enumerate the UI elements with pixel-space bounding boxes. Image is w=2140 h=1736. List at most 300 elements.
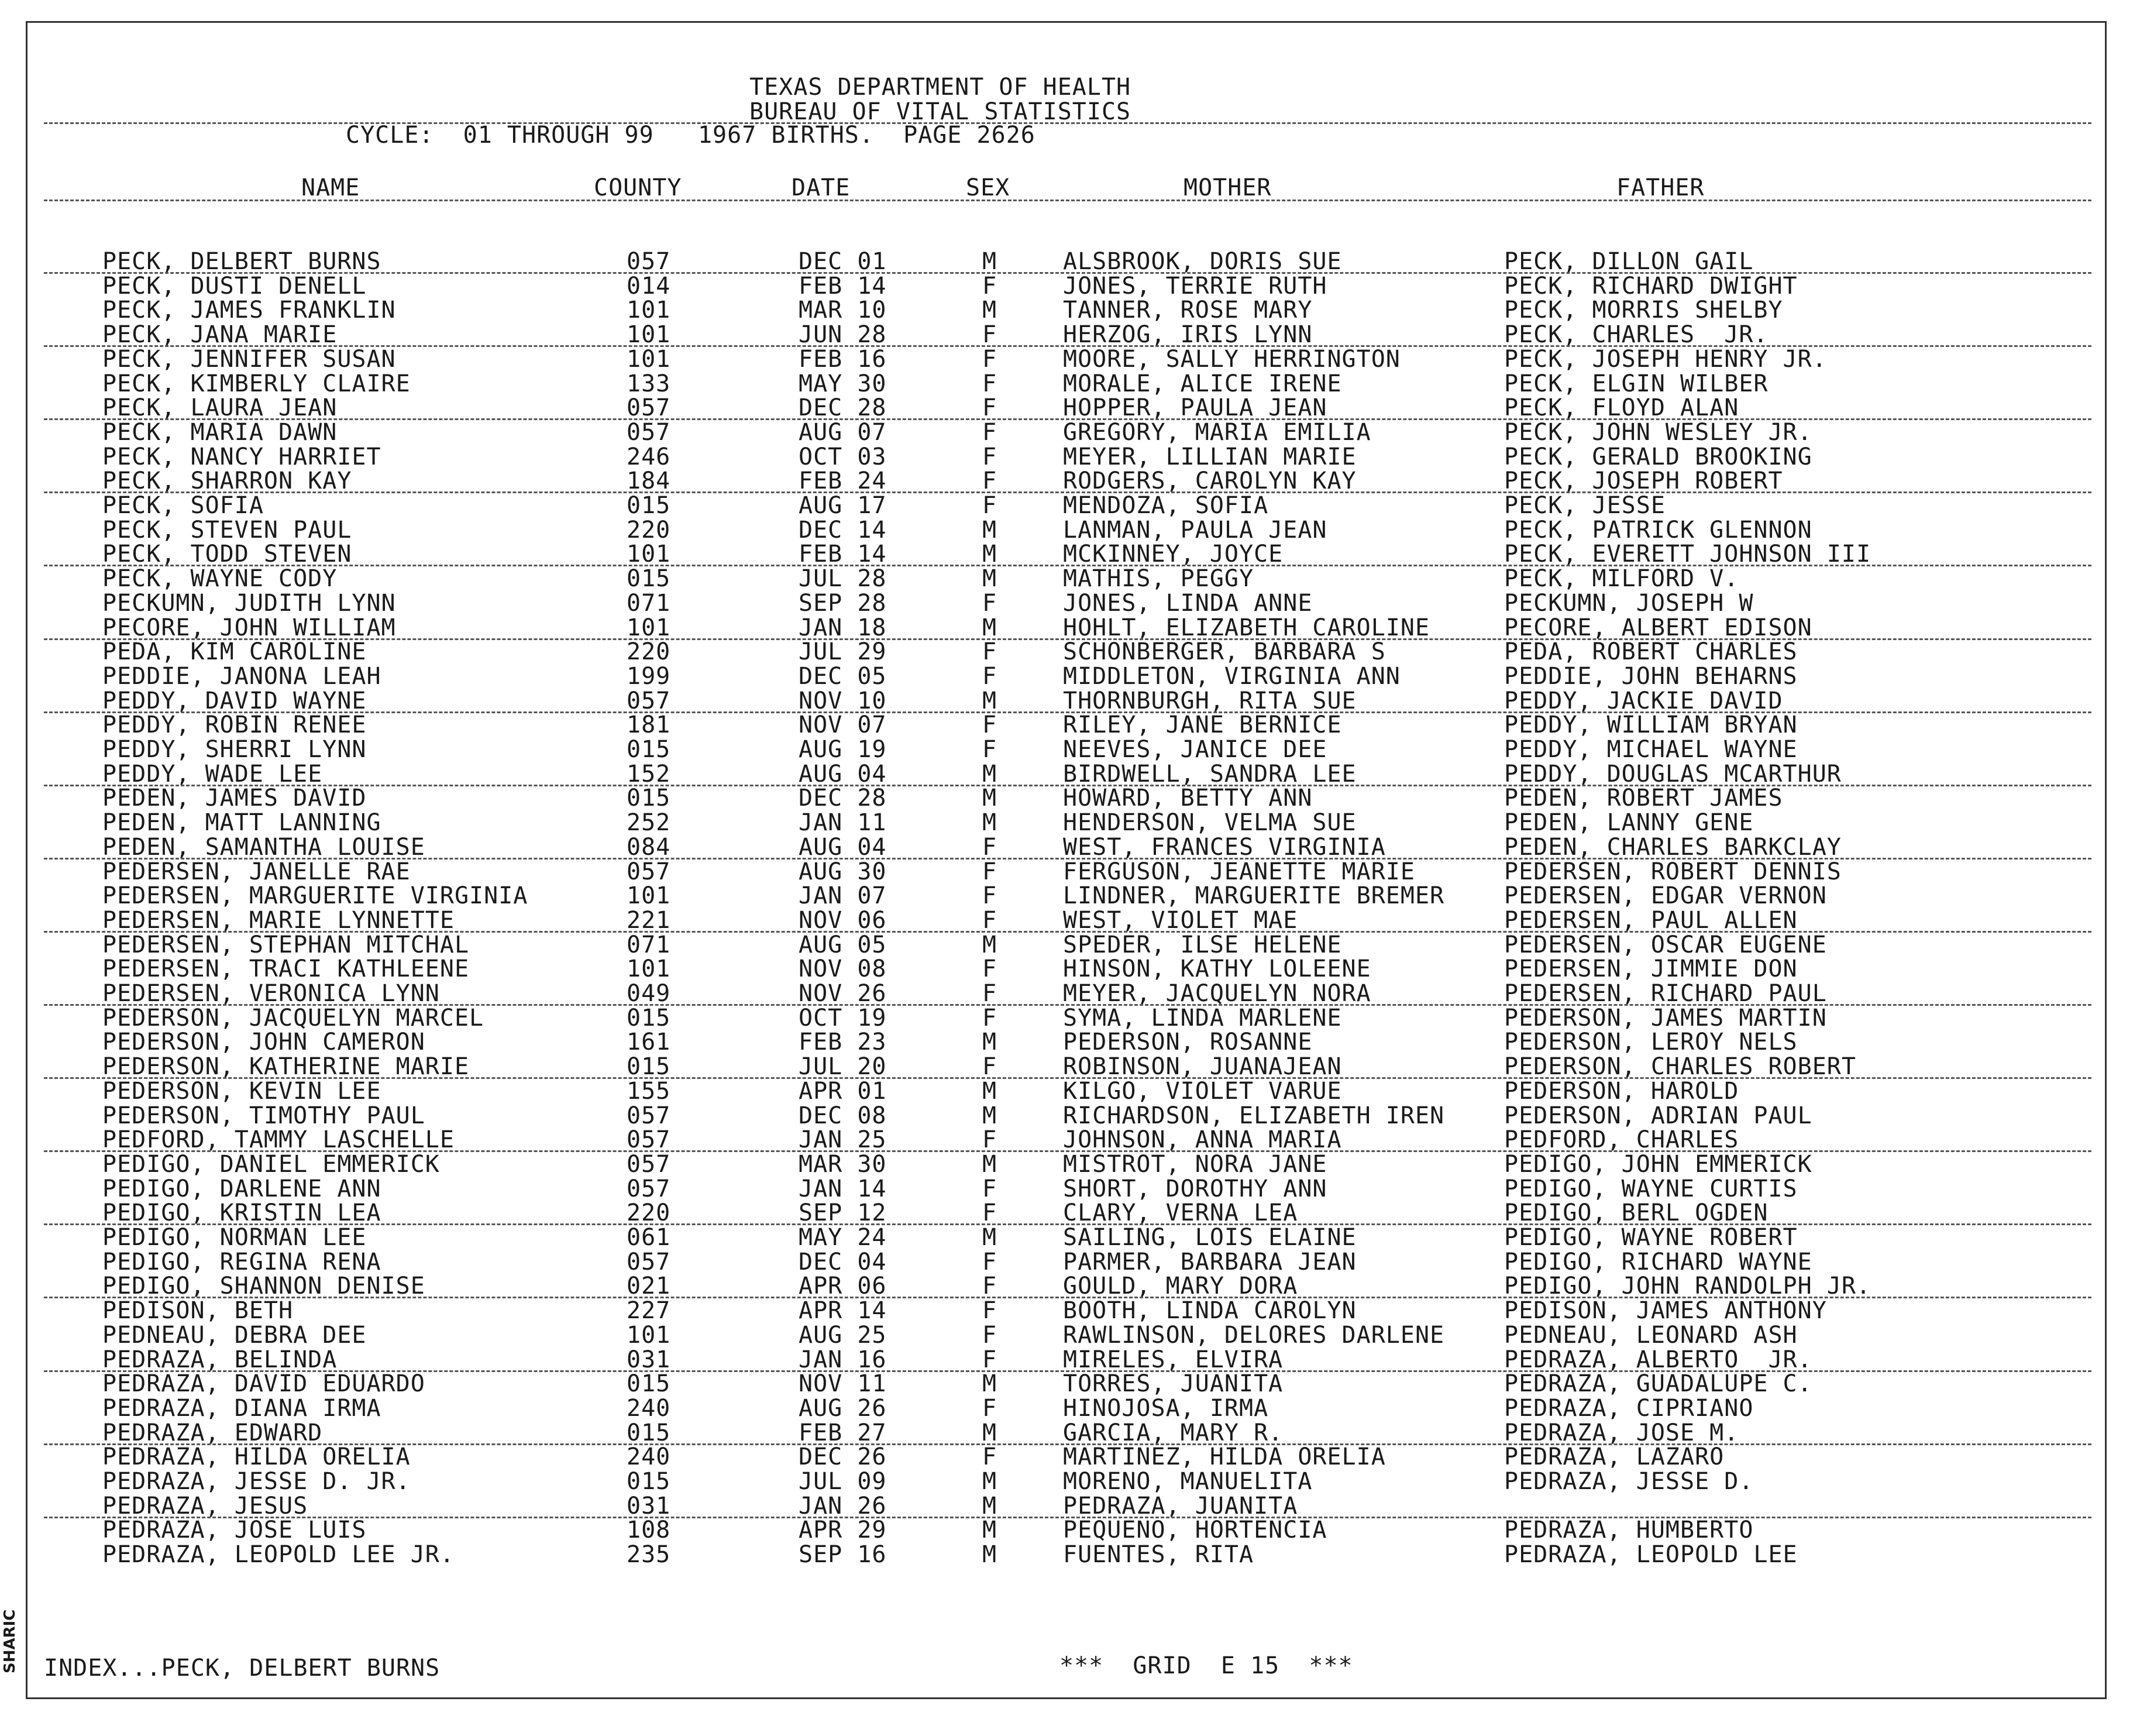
record-date: JAN 26 bbox=[799, 1493, 887, 1520]
record-date: DEC 05 bbox=[799, 663, 887, 690]
record-name: PEDERSEN, MARIE LYNNETTE bbox=[102, 907, 455, 934]
record-mother: MEYER, JACQUELYN NORA bbox=[1063, 980, 1371, 1007]
record-name: PECK, DELBERT BURNS bbox=[102, 248, 381, 275]
record-date: APR 14 bbox=[799, 1297, 887, 1324]
record-county: 084 bbox=[627, 834, 671, 861]
record-sex: M bbox=[982, 517, 997, 544]
record-date: NOV 10 bbox=[799, 687, 887, 714]
record-date: DEC 04 bbox=[799, 1249, 887, 1276]
record-name: PEDIGO, REGINA RENA bbox=[102, 1249, 381, 1276]
record-sex: F bbox=[982, 467, 997, 494]
record-name: PECK, SOFIA bbox=[102, 492, 264, 519]
record-name: PEDERSON, KEVIN LEE bbox=[102, 1078, 381, 1105]
record-date: SEP 16 bbox=[799, 1541, 887, 1568]
record-name: PEDDY, DAVID WAYNE bbox=[102, 687, 367, 714]
record-father: PEDERSEN, OSCAR EUGENE bbox=[1504, 931, 1827, 958]
record-mother: RILEY, JANE BERNICE bbox=[1063, 711, 1342, 738]
record-county: 057 bbox=[627, 1126, 671, 1153]
record-sex: M bbox=[982, 687, 997, 714]
record-county: 199 bbox=[627, 663, 671, 690]
record-date: NOV 06 bbox=[799, 907, 887, 934]
header-cycle: CYCLE: 01 THROUGH 99 1967 BIRTHS. PAGE 2626 bbox=[346, 122, 1035, 149]
record-name: PECK, NANCY HARRIET bbox=[102, 444, 381, 470]
record-date: APR 29 bbox=[799, 1517, 887, 1544]
record-mother: MARTINEZ, HILDA ORELIA bbox=[1063, 1443, 1386, 1470]
record-mother: ALSBROOK, DORIS SUE bbox=[1063, 248, 1342, 275]
record-county: 057 bbox=[627, 1102, 671, 1129]
record-mother: THORNBURGH, RITA SUE bbox=[1063, 687, 1357, 714]
record-father: PEDERSEN, EDGAR VERNON bbox=[1504, 882, 1827, 909]
record-county: 057 bbox=[627, 1175, 671, 1202]
record-county: 057 bbox=[627, 419, 671, 446]
record-date: DEC 26 bbox=[799, 1443, 887, 1470]
record-date: AUG 17 bbox=[799, 492, 887, 519]
record-mother: MEYER, LILLIAN MARIE bbox=[1063, 444, 1357, 470]
record-sex: M bbox=[982, 1541, 997, 1568]
record-name: PEDNEAU, DEBRA DEE bbox=[102, 1322, 367, 1349]
record-county: 246 bbox=[627, 444, 671, 470]
record-father: PEDISON, JAMES ANTHONY bbox=[1504, 1297, 1827, 1324]
record-mother: GREGORY, MARIA EMILIA bbox=[1063, 419, 1371, 446]
column-header-date: DATE bbox=[792, 174, 851, 201]
record-county: 015 bbox=[627, 1419, 671, 1446]
record-name: PECK, KIMBERLY CLAIRE bbox=[102, 370, 411, 397]
record-sex: F bbox=[982, 419, 997, 446]
record-sex: F bbox=[982, 638, 997, 665]
record-father: PECK, JOHN WESLEY JR. bbox=[1504, 419, 1812, 446]
record-sex: M bbox=[982, 297, 997, 324]
record-father: PEDRAZA, JOSE M. bbox=[1504, 1419, 1739, 1446]
record-sex: F bbox=[982, 858, 997, 885]
record-father: PEDEN, LANNY GENE bbox=[1504, 809, 1754, 836]
record-sex: M bbox=[982, 1151, 997, 1178]
record-sex: F bbox=[982, 834, 997, 861]
record-county: 101 bbox=[627, 346, 671, 373]
record-sex: F bbox=[982, 711, 997, 738]
record-sex: F bbox=[982, 663, 997, 690]
record-sex: F bbox=[982, 346, 997, 373]
record-name: PEDRAZA, BELINDA bbox=[102, 1346, 338, 1373]
record-county: 227 bbox=[627, 1297, 671, 1324]
record-mother: JONES, TERRIE RUTH bbox=[1063, 273, 1327, 300]
record-county: 057 bbox=[627, 858, 671, 885]
record-sex: F bbox=[982, 1297, 997, 1324]
record-date: SEP 28 bbox=[799, 590, 887, 617]
record-mother: MIRELES, ELVIRA bbox=[1063, 1346, 1284, 1373]
record-name: PECK, SHARRON KAY bbox=[102, 467, 352, 494]
record-name: PEDDY, ROBIN RENEE bbox=[102, 711, 367, 738]
record-sex: M bbox=[982, 248, 997, 275]
record-sex: M bbox=[982, 1468, 997, 1495]
footer-grid: *** GRID E 15 *** bbox=[1059, 1652, 1353, 1679]
record-name: PEDIGO, NORMAN LEE bbox=[102, 1224, 367, 1251]
record-sex: F bbox=[982, 1249, 997, 1276]
record-date: JAN 25 bbox=[799, 1126, 887, 1153]
record-county: 015 bbox=[627, 1005, 671, 1032]
record-date: JAN 18 bbox=[799, 614, 887, 641]
record-mother: HENDERSON, VELMA SUE bbox=[1063, 809, 1357, 836]
record-father: PEDEN, CHARLES BARKCLAY bbox=[1504, 834, 1842, 861]
record-date: FEB 27 bbox=[799, 1419, 887, 1446]
record-county: 221 bbox=[627, 907, 671, 934]
record-sex: M bbox=[982, 931, 997, 958]
record-name: PEDRAZA, JESUS bbox=[102, 1493, 308, 1520]
record-name: PEDRAZA, JESSE D. JR. bbox=[102, 1468, 411, 1495]
record-father: PEDRAZA, ALBERTO JR. bbox=[1504, 1346, 1812, 1373]
record-name: PEDFORD, TAMMY LASCHELLE bbox=[102, 1126, 455, 1153]
record-father: PEDDY, DOUGLAS MCARTHUR bbox=[1504, 761, 1842, 788]
record-county: 184 bbox=[627, 467, 671, 494]
record-date: FEB 24 bbox=[799, 467, 887, 494]
record-mother: JONES, LINDA ANNE bbox=[1063, 590, 1313, 617]
record-sex: M bbox=[982, 541, 997, 568]
record-date: DEC 01 bbox=[799, 248, 887, 275]
record-father: PECK, MORRIS SHELBY bbox=[1504, 297, 1783, 324]
record-date: AUG 25 bbox=[799, 1322, 887, 1349]
record-father: PEDDY, JACKIE DAVID bbox=[1504, 687, 1783, 714]
record-sex: F bbox=[982, 1126, 997, 1153]
record-name: PECKUMN, JUDITH LYNN bbox=[102, 590, 396, 617]
record-father: PEDIGO, RICHARD WAYNE bbox=[1504, 1249, 1812, 1276]
record-name: PEDDY, SHERRI LYNN bbox=[102, 736, 367, 763]
record-county: 101 bbox=[627, 614, 671, 641]
record-mother: TORRES, JUANITA bbox=[1063, 1370, 1284, 1397]
record-date: FEB 16 bbox=[799, 346, 887, 373]
record-sex: F bbox=[982, 1395, 997, 1422]
record-date: JUL 29 bbox=[799, 638, 887, 665]
column-header-mother: MOTHER bbox=[1183, 174, 1272, 201]
record-date: JAN 11 bbox=[799, 809, 887, 836]
record-mother: HINSON, KATHY LOLEENE bbox=[1063, 955, 1371, 982]
column-header-county: COUNTY bbox=[594, 174, 682, 201]
record-father: PEDRAZA, HUMBERTO bbox=[1504, 1517, 1754, 1544]
record-mother: KILGO, VIOLET VARUE bbox=[1063, 1078, 1342, 1105]
record-sex: M bbox=[982, 1029, 997, 1056]
record-sex: F bbox=[982, 882, 997, 909]
record-sex: F bbox=[982, 1005, 997, 1032]
record-name: PEDRAZA, EDWARD bbox=[102, 1419, 323, 1446]
record-name: PEDISON, BETH bbox=[102, 1297, 294, 1324]
record-name: PEDDY, WADE LEE bbox=[102, 761, 323, 788]
record-mother: ROBINSON, JUANAJEAN bbox=[1063, 1053, 1342, 1080]
record-father: PEDEN, ROBERT JAMES bbox=[1504, 785, 1783, 812]
record-sex: M bbox=[982, 785, 997, 812]
record-name: PEDERSEN, JANELLE RAE bbox=[102, 858, 411, 885]
record-county: 057 bbox=[627, 248, 671, 275]
record-mother: CLARY, VERNA LEA bbox=[1063, 1199, 1298, 1226]
record-county: 235 bbox=[627, 1541, 671, 1568]
record-name: PEDEN, MATT LANNING bbox=[102, 809, 381, 836]
record-name: PEDERSEN, MARGUERITE VIRGINIA bbox=[102, 882, 528, 909]
record-date: JAN 16 bbox=[799, 1346, 887, 1373]
record-mother: WEST, VIOLET MAE bbox=[1063, 907, 1298, 934]
record-date: AUG 05 bbox=[799, 931, 887, 958]
record-mother: GOULD, MARY DORA bbox=[1063, 1273, 1298, 1300]
record-father: PEDDY, WILLIAM BRYAN bbox=[1504, 711, 1798, 738]
record-mother: PEDERSON, ROSANNE bbox=[1063, 1029, 1313, 1056]
record-county: 161 bbox=[627, 1029, 671, 1056]
record-name: PECK, MARIA DAWN bbox=[102, 419, 338, 446]
record-mother: WEST, FRANCES VIRGINIA bbox=[1063, 834, 1386, 861]
record-father: PEDERSEN, RICHARD PAUL bbox=[1504, 980, 1827, 1007]
record-father: PECK, JOSEPH ROBERT bbox=[1504, 467, 1783, 494]
record-date: JAN 07 bbox=[799, 882, 887, 909]
record-mother: MORALE, ALICE IRENE bbox=[1063, 370, 1342, 397]
record-father: PECK, CHARLES JR. bbox=[1504, 321, 1769, 348]
record-father: PEDFORD, CHARLES bbox=[1504, 1126, 1739, 1153]
record-father: PECK, MILFORD V. bbox=[1504, 565, 1739, 592]
record-county: 057 bbox=[627, 1151, 671, 1178]
record-name: PEDERSON, JACQUELYN MARCEL bbox=[102, 1005, 484, 1032]
record-mother: SCHONBERGER, BARBARA S bbox=[1063, 638, 1386, 665]
record-sex: F bbox=[982, 1273, 997, 1300]
record-mother: HOHLT, ELIZABETH CAROLINE bbox=[1063, 614, 1430, 641]
record-mother: MOORE, SALLY HERRINGTON bbox=[1063, 346, 1401, 373]
record-date: AUG 30 bbox=[799, 858, 887, 885]
record-father: PEDERSEN, ROBERT DENNIS bbox=[1504, 858, 1842, 885]
record-mother: MATHIS, PEGGY bbox=[1063, 565, 1254, 592]
record-county: 057 bbox=[627, 1249, 671, 1276]
record-father: PEDRAZA, LAZARO bbox=[1504, 1443, 1725, 1470]
record-father: PEDRAZA, LEOPOLD LEE bbox=[1504, 1541, 1798, 1568]
record-father: PEDIGO, WAYNE CURTIS bbox=[1504, 1175, 1798, 1202]
record-name: PEDERSEN, TRACI KATHLEENE bbox=[102, 955, 470, 982]
column-header-name: NAME bbox=[301, 174, 360, 201]
record-mother: BOOTH, LINDA CAROLYN bbox=[1063, 1297, 1357, 1324]
record-county: 015 bbox=[627, 1370, 671, 1397]
record-date: MAR 30 bbox=[799, 1151, 887, 1178]
record-county: 101 bbox=[627, 297, 671, 324]
record-county: 220 bbox=[627, 638, 671, 665]
record-mother: FUENTES, RITA bbox=[1063, 1541, 1254, 1568]
record-name: PEDIGO, DANIEL EMMERICK bbox=[102, 1151, 440, 1178]
record-mother: PEQUENO, HORTENCIA bbox=[1063, 1517, 1327, 1544]
record-name: PEDRAZA, DIANA IRMA bbox=[102, 1395, 381, 1422]
record-sex: F bbox=[982, 492, 997, 519]
record-county: 101 bbox=[627, 321, 671, 348]
record-county: 015 bbox=[627, 1053, 671, 1080]
record-name: PECK, DUSTI DENELL bbox=[102, 273, 367, 300]
record-date: JUL 09 bbox=[799, 1468, 887, 1495]
record-county: 108 bbox=[627, 1517, 671, 1544]
record-date: NOV 07 bbox=[799, 711, 887, 738]
record-father: PEDRAZA, JESSE D. bbox=[1504, 1468, 1754, 1495]
record-mother: MIDDLETON, VIRGINIA ANN bbox=[1063, 663, 1401, 690]
record-father: PEDERSON, JAMES MARTIN bbox=[1504, 1005, 1827, 1032]
record-mother: JOHNSON, ANNA MARIA bbox=[1063, 1126, 1342, 1153]
record-father: PEDERSON, ADRIAN PAUL bbox=[1504, 1102, 1812, 1129]
record-mother: MISTROT, NORA JANE bbox=[1063, 1151, 1327, 1178]
record-date: OCT 03 bbox=[799, 444, 887, 470]
record-mother: BIRDWELL, SANDRA LEE bbox=[1063, 761, 1357, 788]
record-name: PEDIGO, SHANNON DENISE bbox=[102, 1273, 425, 1300]
record-sex: M bbox=[982, 565, 997, 592]
record-sex: F bbox=[982, 1322, 997, 1349]
record-mother: SYMA, LINDA MARLENE bbox=[1063, 1005, 1342, 1032]
record-county: 061 bbox=[627, 1224, 671, 1251]
record-sex: F bbox=[982, 273, 997, 300]
record-sex: F bbox=[982, 1346, 997, 1373]
record-date: OCT 19 bbox=[799, 1005, 887, 1032]
record-mother: SAILING, LOIS ELAINE bbox=[1063, 1224, 1357, 1251]
record-father: PEDDIE, JOHN BEHARNS bbox=[1504, 663, 1798, 690]
record-county: 240 bbox=[627, 1395, 671, 1422]
record-mother: HINOJOSA, IRMA bbox=[1063, 1395, 1269, 1422]
record-mother: TANNER, ROSE MARY bbox=[1063, 297, 1313, 324]
record-date: AUG 07 bbox=[799, 419, 887, 446]
record-mother: LINDNER, MARGUERITE BREMER bbox=[1063, 882, 1445, 909]
record-date: JUN 28 bbox=[799, 321, 887, 348]
record-sex: M bbox=[982, 614, 997, 641]
record-county: 181 bbox=[627, 711, 671, 738]
record-name: PEDERSON, JOHN CAMERON bbox=[102, 1029, 425, 1056]
record-father: PECORE, ALBERT EDISON bbox=[1504, 614, 1812, 641]
record-sex: F bbox=[982, 980, 997, 1007]
record-county: 220 bbox=[627, 517, 671, 544]
record-sex: F bbox=[982, 1199, 997, 1226]
record-county: 031 bbox=[627, 1346, 671, 1373]
record-name: PEDEN, SAMANTHA LOUISE bbox=[102, 834, 425, 861]
record-father: PECK, FLOYD ALAN bbox=[1504, 394, 1739, 421]
record-father: PEDNEAU, LEONARD ASH bbox=[1504, 1322, 1798, 1349]
record-date: FEB 14 bbox=[799, 541, 887, 568]
record-mother: MENDOZA, SOFIA bbox=[1063, 492, 1269, 519]
record-name: PECK, WAYNE CODY bbox=[102, 565, 338, 592]
record-county: 049 bbox=[627, 980, 671, 1007]
record-sex: M bbox=[982, 1517, 997, 1544]
record-date: SEP 12 bbox=[799, 1199, 887, 1226]
record-father: PEDERSEN, PAUL ALLEN bbox=[1504, 907, 1798, 934]
record-name: PEDRAZA, JOSE LUIS bbox=[102, 1517, 367, 1544]
record-name: PECK, STEVEN PAUL bbox=[102, 517, 352, 544]
record-county: 101 bbox=[627, 1322, 671, 1349]
record-mother: SHORT, DOROTHY ANN bbox=[1063, 1175, 1327, 1202]
record-father: PECK, EVERETT JOHNSON III bbox=[1504, 541, 1871, 568]
record-county: 015 bbox=[627, 785, 671, 812]
record-sex: M bbox=[982, 1419, 997, 1446]
side-stamp: SHARIC bbox=[1, 1609, 19, 1673]
record-name: PEDDIE, JANONA LEAH bbox=[102, 663, 381, 690]
header-bureau: BUREAU OF VITAL STATISTICS bbox=[749, 98, 1131, 125]
record-sex: M bbox=[982, 1224, 997, 1251]
record-father: PEDRAZA, GUADALUPE C. bbox=[1504, 1370, 1812, 1397]
record-county: 252 bbox=[627, 809, 671, 836]
record-county: 220 bbox=[627, 1199, 671, 1226]
record-father: PEDA, ROBERT CHARLES bbox=[1504, 638, 1798, 665]
record-father: PEDERSEN, JIMMIE DON bbox=[1504, 955, 1798, 982]
record-county: 057 bbox=[627, 394, 671, 421]
record-sex: M bbox=[982, 1370, 997, 1397]
record-mother: MCKINNEY, JOYCE bbox=[1063, 541, 1284, 568]
record-name: PECORE, JOHN WILLIAM bbox=[102, 614, 396, 641]
record-father: PECK, ELGIN WILBER bbox=[1504, 370, 1769, 397]
record-mother: SPEDER, ILSE HELENE bbox=[1063, 931, 1342, 958]
record-mother: PARMER, BARBARA JEAN bbox=[1063, 1249, 1357, 1276]
record-mother: RAWLINSON, DELORES DARLENE bbox=[1063, 1322, 1445, 1349]
record-sex: F bbox=[982, 1175, 997, 1202]
record-name: PEDERSEN, VERONICA LYNN bbox=[102, 980, 440, 1007]
record-date: AUG 04 bbox=[799, 761, 887, 788]
record-father: PEDERSON, CHARLES ROBERT bbox=[1504, 1053, 1856, 1080]
record-father: PEDIGO, WAYNE ROBERT bbox=[1504, 1224, 1798, 1251]
record-name: PEDRAZA, DAVID EDUARDO bbox=[102, 1370, 425, 1397]
record-county: 015 bbox=[627, 1468, 671, 1495]
record-date: AUG 04 bbox=[799, 834, 887, 861]
record-sex: F bbox=[982, 394, 997, 421]
record-mother: NEEVES, JANICE DEE bbox=[1063, 736, 1327, 763]
record-name: PEDRAZA, LEOPOLD LEE JR. bbox=[102, 1541, 455, 1568]
record-sex: F bbox=[982, 736, 997, 763]
record-father: PECK, PATRICK GLENNON bbox=[1504, 517, 1812, 544]
record-name: PEDERSEN, STEPHAN MITCHAL bbox=[102, 931, 470, 958]
record-father: PEDIGO, BERL OGDEN bbox=[1504, 1199, 1769, 1226]
record-county: 133 bbox=[627, 370, 671, 397]
record-date: FEB 14 bbox=[799, 273, 887, 300]
record-county: 057 bbox=[627, 687, 671, 714]
record-father: PEDIGO, JOHN EMMERICK bbox=[1504, 1151, 1812, 1178]
record-date: AUG 26 bbox=[799, 1395, 887, 1422]
record-name: PECK, JANA MARIE bbox=[102, 321, 338, 348]
record-county: 240 bbox=[627, 1443, 671, 1470]
record-mother: FERGUSON, JEANETTE MARIE bbox=[1063, 858, 1415, 885]
record-county: 152 bbox=[627, 761, 671, 788]
record-name: PEDIGO, DARLENE ANN bbox=[102, 1175, 381, 1202]
record-county: 101 bbox=[627, 882, 671, 909]
record-father: PECK, RICHARD DWIGHT bbox=[1504, 273, 1798, 300]
record-father: PEDERSON, LEROY NELS bbox=[1504, 1029, 1798, 1056]
record-name: PEDERSON, KATHERINE MARIE bbox=[102, 1053, 470, 1080]
record-name: PECK, JENNIFER SUSAN bbox=[102, 346, 396, 373]
record-date: APR 01 bbox=[799, 1078, 887, 1105]
record-county: 155 bbox=[627, 1078, 671, 1105]
document-page bbox=[26, 21, 2107, 1699]
record-name: PEDERSON, TIMOTHY PAUL bbox=[102, 1102, 425, 1129]
record-father: PEDRAZA, CIPRIANO bbox=[1504, 1395, 1754, 1422]
record-county: 015 bbox=[627, 736, 671, 763]
record-mother: RODGERS, CAROLYN KAY bbox=[1063, 467, 1357, 494]
record-mother: GARCIA, MARY R. bbox=[1063, 1419, 1284, 1446]
record-mother: MORENO, MANUELITA bbox=[1063, 1468, 1313, 1495]
record-father: PEDDY, MICHAEL WAYNE bbox=[1504, 736, 1798, 763]
record-mother: HOWARD, BETTY ANN bbox=[1063, 785, 1313, 812]
record-father: PEDIGO, JOHN RANDOLPH JR. bbox=[1504, 1273, 1871, 1300]
record-name: PEDEN, JAMES DAVID bbox=[102, 785, 367, 812]
record-county: 031 bbox=[627, 1493, 671, 1520]
record-sex: F bbox=[982, 590, 997, 617]
record-name: PEDRAZA, HILDA ORELIA bbox=[102, 1443, 411, 1470]
record-mother: RICHARDSON, ELIZABETH IREN bbox=[1063, 1102, 1445, 1129]
record-date: DEC 14 bbox=[799, 517, 887, 544]
record-mother: HOPPER, PAULA JEAN bbox=[1063, 394, 1327, 421]
record-county: 071 bbox=[627, 590, 671, 617]
record-date: MAY 24 bbox=[799, 1224, 887, 1251]
record-sex: M bbox=[982, 1102, 997, 1129]
record-date: JUL 28 bbox=[799, 565, 887, 592]
record-date: AUG 19 bbox=[799, 736, 887, 763]
record-county: 021 bbox=[627, 1273, 671, 1300]
record-date: NOV 08 bbox=[799, 955, 887, 982]
record-name: PECK, TODD STEVEN bbox=[102, 541, 352, 568]
record-date: MAR 10 bbox=[799, 297, 887, 324]
record-name: PEDA, KIM CAROLINE bbox=[102, 638, 367, 665]
record-father: PECK, JESSE bbox=[1504, 492, 1666, 519]
record-date: NOV 26 bbox=[799, 980, 887, 1007]
record-sex: F bbox=[982, 444, 997, 470]
record-county: 015 bbox=[627, 492, 671, 519]
record-sex: F bbox=[982, 907, 997, 934]
record-date: DEC 28 bbox=[799, 785, 887, 812]
record-father: PECK, JOSEPH HENRY JR. bbox=[1504, 346, 1827, 373]
